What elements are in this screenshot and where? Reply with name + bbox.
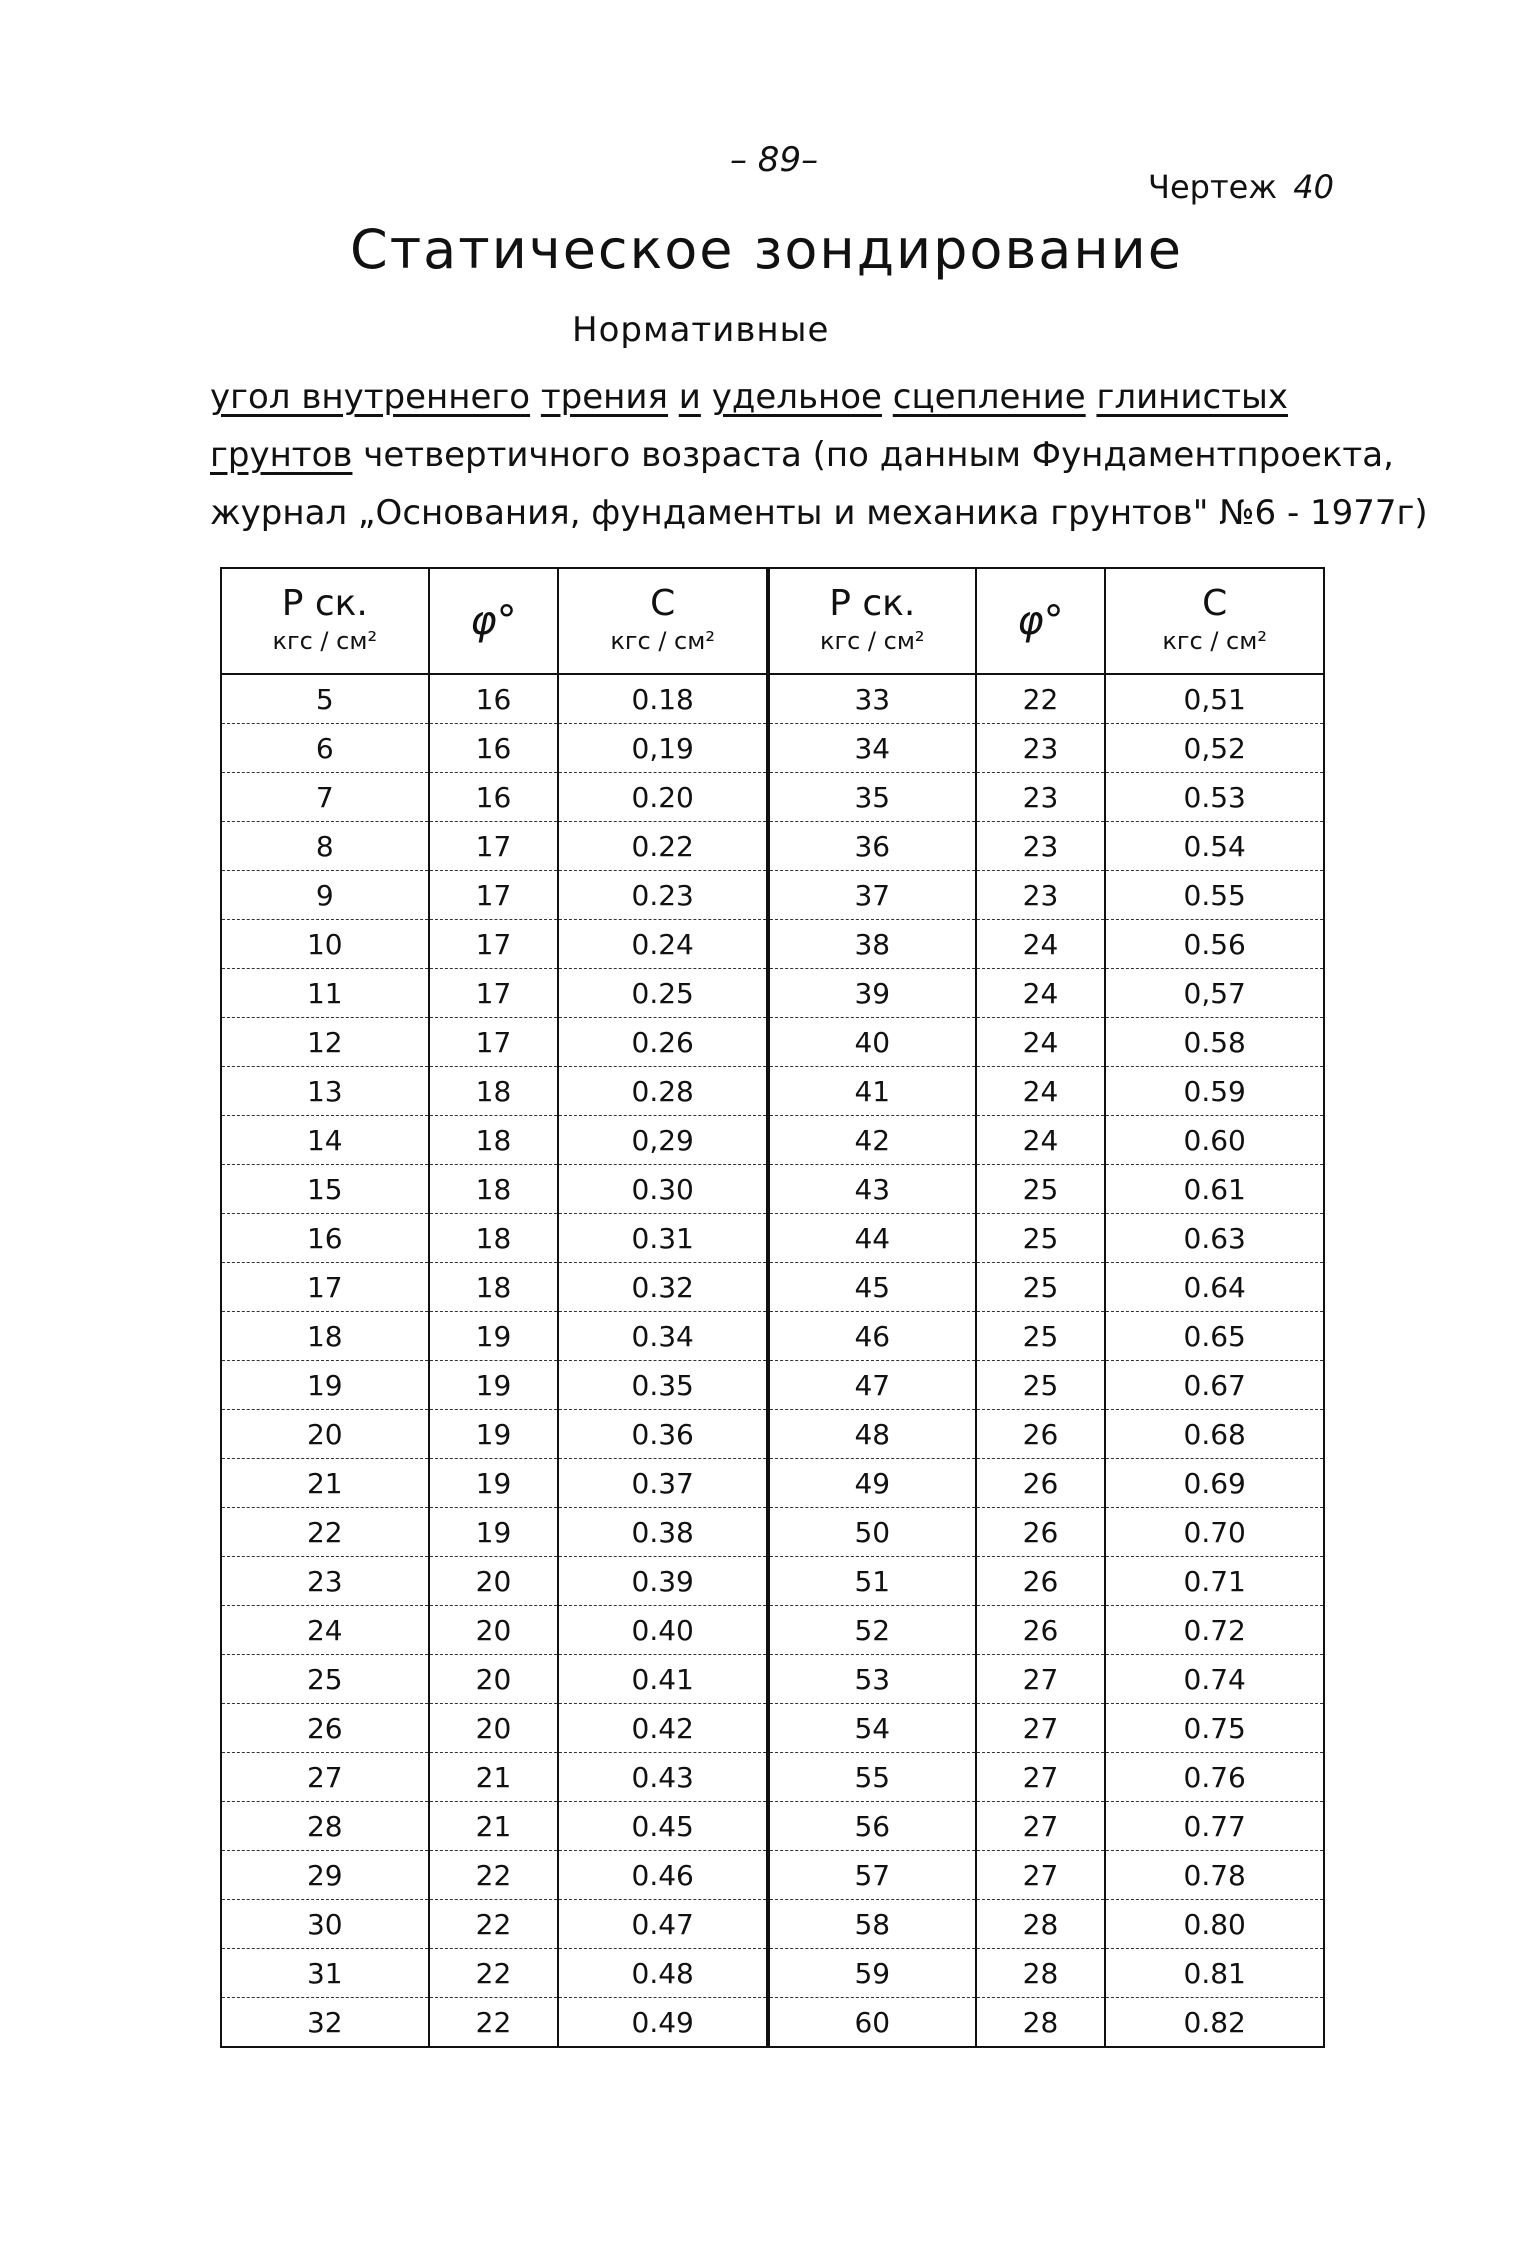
table-row [221, 773, 1324, 822]
cell-phi-left: 17 [429, 871, 559, 920]
cell-p-right: 56 [768, 1802, 976, 1851]
cell-phi-left: 20 [429, 1655, 559, 1704]
table-row [221, 1606, 1324, 1655]
cell-p-right: 47 [768, 1361, 976, 1410]
cell-phi-left: 19 [429, 1312, 559, 1361]
values-table [220, 567, 1325, 2048]
table-row [221, 1508, 1324, 1557]
table-row [221, 1900, 1324, 1949]
cell-p-left: 5 [221, 674, 429, 724]
cell-phi-right: 22 [976, 674, 1106, 724]
cell-phi-left: 22 [429, 1900, 559, 1949]
cell-p-left: 12 [221, 1018, 429, 1067]
cell-p-right: 33 [768, 674, 976, 724]
cell-p-left: 14 [221, 1116, 429, 1165]
cell-phi-left: 17 [429, 920, 559, 969]
cell-p-left: 32 [221, 1998, 429, 2048]
cell-phi-left: 18 [429, 1067, 559, 1116]
cell-c-right: 0.59 [1105, 1067, 1324, 1116]
header-phi-right-text: φ° [1017, 598, 1064, 644]
header-phi-right [976, 568, 1106, 674]
cell-c-left: 0.23 [558, 871, 768, 920]
cell-p-right: 35 [768, 773, 976, 822]
cell-phi-right: 27 [976, 1851, 1106, 1900]
cell-p-right: 52 [768, 1606, 976, 1655]
cell-p-left: 10 [221, 920, 429, 969]
cell-p-right: 50 [768, 1508, 976, 1557]
cell-p-left: 16 [221, 1214, 429, 1263]
cell-c-left: 0.37 [558, 1459, 768, 1508]
cell-phi-left: 21 [429, 1753, 559, 1802]
cell-phi-right: 24 [976, 1116, 1106, 1165]
cell-phi-right: 26 [976, 1557, 1106, 1606]
cell-p-left: 13 [221, 1067, 429, 1116]
cell-p-left: 19 [221, 1361, 429, 1410]
table-row [221, 1214, 1324, 1263]
cell-c-right: 0.68 [1105, 1410, 1324, 1459]
cell-p-right: 41 [768, 1067, 976, 1116]
cell-p-left: 29 [221, 1851, 429, 1900]
cell-p-right: 37 [768, 871, 976, 920]
desc-phrase-6: глинистых [1096, 377, 1288, 417]
cell-c-left: 0.31 [558, 1214, 768, 1263]
cell-phi-left: 21 [429, 1802, 559, 1851]
cell-c-left: 0,19 [558, 724, 768, 773]
cell-c-right: 0.64 [1105, 1263, 1324, 1312]
cell-c-right: 0.65 [1105, 1312, 1324, 1361]
cell-phi-right: 26 [976, 1410, 1106, 1459]
cell-p-left: 25 [221, 1655, 429, 1704]
cell-phi-right: 24 [976, 969, 1106, 1018]
cell-phi-right: 24 [976, 1018, 1106, 1067]
cell-p-right: 45 [768, 1263, 976, 1312]
header-c-left-unit: кгс / см² [610, 627, 715, 655]
cell-c-right: 0.53 [1105, 773, 1324, 822]
cell-c-right: 0,57 [1105, 969, 1324, 1018]
cell-p-left: 9 [221, 871, 429, 920]
cell-c-left: 0.38 [558, 1508, 768, 1557]
cell-p-right: 57 [768, 1851, 976, 1900]
cell-p-left: 8 [221, 822, 429, 871]
cell-phi-right: 27 [976, 1802, 1106, 1851]
table-row [221, 969, 1324, 1018]
header-c-right-main: С [1202, 583, 1228, 624]
cell-phi-right: 23 [976, 822, 1106, 871]
cell-phi-right: 25 [976, 1214, 1106, 1263]
cell-c-left: 0.46 [558, 1851, 768, 1900]
header-c-right-unit: кгс / см² [1162, 627, 1267, 655]
cell-c-left: 0.18 [558, 674, 768, 724]
header-p-left-main: Р ск. [281, 583, 368, 624]
table-row [221, 1851, 1324, 1900]
cell-c-left: 0.43 [558, 1753, 768, 1802]
cell-c-right: 0.75 [1105, 1704, 1324, 1753]
cell-p-left: 20 [221, 1410, 429, 1459]
cell-phi-left: 20 [429, 1704, 559, 1753]
cell-c-left: 0.40 [558, 1606, 768, 1655]
cell-phi-right: 27 [976, 1704, 1106, 1753]
table-row [221, 822, 1324, 871]
drawing-label [1148, 168, 1334, 206]
cell-phi-right: 23 [976, 871, 1106, 920]
cell-c-right: 0.69 [1105, 1459, 1324, 1508]
cell-c-right: 0.67 [1105, 1361, 1324, 1410]
cell-phi-left: 17 [429, 969, 559, 1018]
cell-p-left: 6 [221, 724, 429, 773]
desc-phrase-5: сцепление [892, 377, 1086, 417]
cell-c-left: 0.28 [558, 1067, 768, 1116]
cell-phi-left: 16 [429, 773, 559, 822]
header-c-right [1105, 568, 1324, 674]
cell-c-left: 0.34 [558, 1312, 768, 1361]
cell-c-right: 0,51 [1105, 674, 1324, 724]
cell-c-left: 0.41 [558, 1655, 768, 1704]
cell-phi-right: 23 [976, 773, 1106, 822]
cell-c-left: 0.42 [558, 1704, 768, 1753]
table-row [221, 1557, 1324, 1606]
cell-c-left: 0.25 [558, 969, 768, 1018]
cell-p-right: 44 [768, 1214, 976, 1263]
cell-phi-right: 25 [976, 1312, 1106, 1361]
header-p-right [768, 568, 976, 674]
cell-c-right: 0.61 [1105, 1165, 1324, 1214]
drawing-number: 40 [1293, 168, 1334, 206]
description [210, 368, 1428, 542]
cell-c-right: 0.81 [1105, 1949, 1324, 1998]
header-p-right-main: Р ск. [829, 583, 916, 624]
cell-c-right: 0.82 [1105, 1998, 1324, 2048]
cell-phi-right: 26 [976, 1459, 1106, 1508]
table-header-row [221, 568, 1324, 674]
header-c-left [558, 568, 768, 674]
cell-phi-right: 26 [976, 1508, 1106, 1557]
cell-c-left: 0.45 [558, 1802, 768, 1851]
cell-p-left: 28 [221, 1802, 429, 1851]
cell-p-right: 40 [768, 1018, 976, 1067]
cell-p-left: 30 [221, 1900, 429, 1949]
header-c-left-main: С [650, 583, 676, 624]
cell-p-left: 22 [221, 1508, 429, 1557]
cell-phi-right: 26 [976, 1606, 1106, 1655]
desc-underlined-word: грунтов [210, 435, 353, 475]
cell-c-left: 0.39 [558, 1557, 768, 1606]
cell-c-right: 0.70 [1105, 1508, 1324, 1557]
table-row [221, 1263, 1324, 1312]
cell-c-left: 0.20 [558, 773, 768, 822]
cell-phi-left: 17 [429, 822, 559, 871]
desc-phrase-3: и [678, 377, 701, 417]
page-number: – 89– [730, 140, 819, 180]
cell-p-right: 39 [768, 969, 976, 1018]
cell-p-left: 7 [221, 773, 429, 822]
table-row [221, 1165, 1324, 1214]
cell-phi-left: 20 [429, 1606, 559, 1655]
cell-phi-left: 16 [429, 674, 559, 724]
table-row [221, 674, 1324, 724]
desc-phrase-1: угол внутреннего [210, 377, 531, 417]
cell-c-right: 0.77 [1105, 1802, 1324, 1851]
cell-phi-right: 24 [976, 920, 1106, 969]
cell-phi-left: 18 [429, 1214, 559, 1263]
subtitle: Нормативные [572, 310, 830, 350]
cell-p-right: 48 [768, 1410, 976, 1459]
table-row [221, 1704, 1324, 1753]
header-p-right-unit: кгс / см² [819, 627, 925, 655]
cell-phi-left: 19 [429, 1508, 559, 1557]
cell-p-right: 53 [768, 1655, 976, 1704]
cell-phi-left: 19 [429, 1459, 559, 1508]
page-title: Статическое зондирование [350, 218, 1184, 281]
cell-phi-right: 23 [976, 724, 1106, 773]
cell-phi-right: 27 [976, 1753, 1106, 1802]
cell-phi-left: 19 [429, 1410, 559, 1459]
desc-phrase-4: удельное [711, 377, 882, 417]
cell-phi-left: 22 [429, 1851, 559, 1900]
table-row [221, 1998, 1324, 2048]
cell-p-left: 11 [221, 969, 429, 1018]
cell-c-left: 0.26 [558, 1018, 768, 1067]
cell-c-left: 0.24 [558, 920, 768, 969]
drawing-label-text: Чертеж [1148, 168, 1278, 206]
cell-c-right: 0.56 [1105, 920, 1324, 969]
cell-c-right: 0,52 [1105, 724, 1324, 773]
table-row [221, 1410, 1324, 1459]
cell-p-left: 31 [221, 1949, 429, 1998]
table-row [221, 1312, 1324, 1361]
cell-c-left: 0,29 [558, 1116, 768, 1165]
table-row [221, 1655, 1324, 1704]
description-line-3: журнал „Основания, фундаменты и механика грунтов" №6 - 1977г) [210, 493, 1428, 533]
cell-c-left: 0.22 [558, 822, 768, 871]
cell-c-left: 0.35 [558, 1361, 768, 1410]
cell-p-left: 23 [221, 1557, 429, 1606]
header-phi-left [429, 568, 559, 674]
cell-c-right: 0.58 [1105, 1018, 1324, 1067]
cell-c-left: 0.49 [558, 1998, 768, 2048]
cell-c-right: 0.76 [1105, 1753, 1324, 1802]
cell-p-left: 21 [221, 1459, 429, 1508]
table-row [221, 920, 1324, 969]
table-row [221, 1753, 1324, 1802]
table-row [221, 1459, 1324, 1508]
table-row [221, 724, 1324, 773]
cell-phi-right: 28 [976, 1998, 1106, 2048]
cell-p-right: 54 [768, 1704, 976, 1753]
cell-phi-right: 24 [976, 1067, 1106, 1116]
cell-c-right: 0.63 [1105, 1214, 1324, 1263]
description-line-1 [210, 368, 1360, 426]
desc-line-2-rest: четвертичного возраста (по данным Фундаментпроекта, [363, 435, 1394, 475]
table-row [221, 1949, 1324, 1998]
cell-phi-left: 16 [429, 724, 559, 773]
cell-p-right: 59 [768, 1949, 976, 1998]
cell-p-right: 42 [768, 1116, 976, 1165]
cell-p-right: 34 [768, 724, 976, 773]
cell-p-left: 17 [221, 1263, 429, 1312]
header-p-left [221, 568, 429, 674]
cell-p-left: 24 [221, 1606, 429, 1655]
cell-c-right: 0.71 [1105, 1557, 1324, 1606]
cell-phi-right: 25 [976, 1263, 1106, 1312]
cell-phi-left: 18 [429, 1263, 559, 1312]
cell-c-right: 0.80 [1105, 1900, 1324, 1949]
cell-c-left: 0.30 [558, 1165, 768, 1214]
header-p-left-unit: кгс / см² [272, 627, 378, 655]
cell-c-right: 0.55 [1105, 871, 1324, 920]
table-row [221, 1116, 1324, 1165]
cell-phi-right: 27 [976, 1655, 1106, 1704]
cell-c-left: 0.36 [558, 1410, 768, 1459]
table-row [221, 1361, 1324, 1410]
cell-c-right: 0.54 [1105, 822, 1324, 871]
cell-c-right: 0.60 [1105, 1116, 1324, 1165]
cell-p-left: 26 [221, 1704, 429, 1753]
cell-p-left: 15 [221, 1165, 429, 1214]
cell-p-right: 49 [768, 1459, 976, 1508]
table-row [221, 871, 1324, 920]
cell-p-right: 43 [768, 1165, 976, 1214]
description-line-2 [210, 426, 1394, 484]
cell-phi-left: 22 [429, 1949, 559, 1998]
cell-c-right: 0.74 [1105, 1655, 1324, 1704]
cell-p-left: 18 [221, 1312, 429, 1361]
cell-p-right: 60 [768, 1998, 976, 2048]
cell-p-right: 38 [768, 920, 976, 969]
table-row [221, 1802, 1324, 1851]
table-body [221, 674, 1324, 2047]
table-row [221, 1018, 1324, 1067]
table-row [221, 1067, 1324, 1116]
cell-p-right: 51 [768, 1557, 976, 1606]
cell-phi-right: 25 [976, 1165, 1106, 1214]
cell-p-left: 27 [221, 1753, 429, 1802]
cell-phi-left: 20 [429, 1557, 559, 1606]
cell-c-right: 0.78 [1105, 1851, 1324, 1900]
cell-c-left: 0.47 [558, 1900, 768, 1949]
cell-p-right: 58 [768, 1900, 976, 1949]
cell-c-left: 0.48 [558, 1949, 768, 1998]
cell-phi-left: 22 [429, 1998, 559, 2048]
cell-phi-left: 17 [429, 1018, 559, 1067]
cell-phi-right: 28 [976, 1900, 1106, 1949]
header-phi-left-text: φ° [470, 598, 517, 644]
cell-p-right: 55 [768, 1753, 976, 1802]
desc-phrase-2: трения [540, 377, 668, 417]
cell-phi-left: 18 [429, 1116, 559, 1165]
cell-phi-right: 28 [976, 1949, 1106, 1998]
cell-c-right: 0.72 [1105, 1606, 1324, 1655]
cell-p-right: 36 [768, 822, 976, 871]
cell-phi-left: 19 [429, 1361, 559, 1410]
cell-phi-left: 18 [429, 1165, 559, 1214]
cell-phi-right: 25 [976, 1361, 1106, 1410]
cell-c-left: 0.32 [558, 1263, 768, 1312]
cell-p-right: 46 [768, 1312, 976, 1361]
